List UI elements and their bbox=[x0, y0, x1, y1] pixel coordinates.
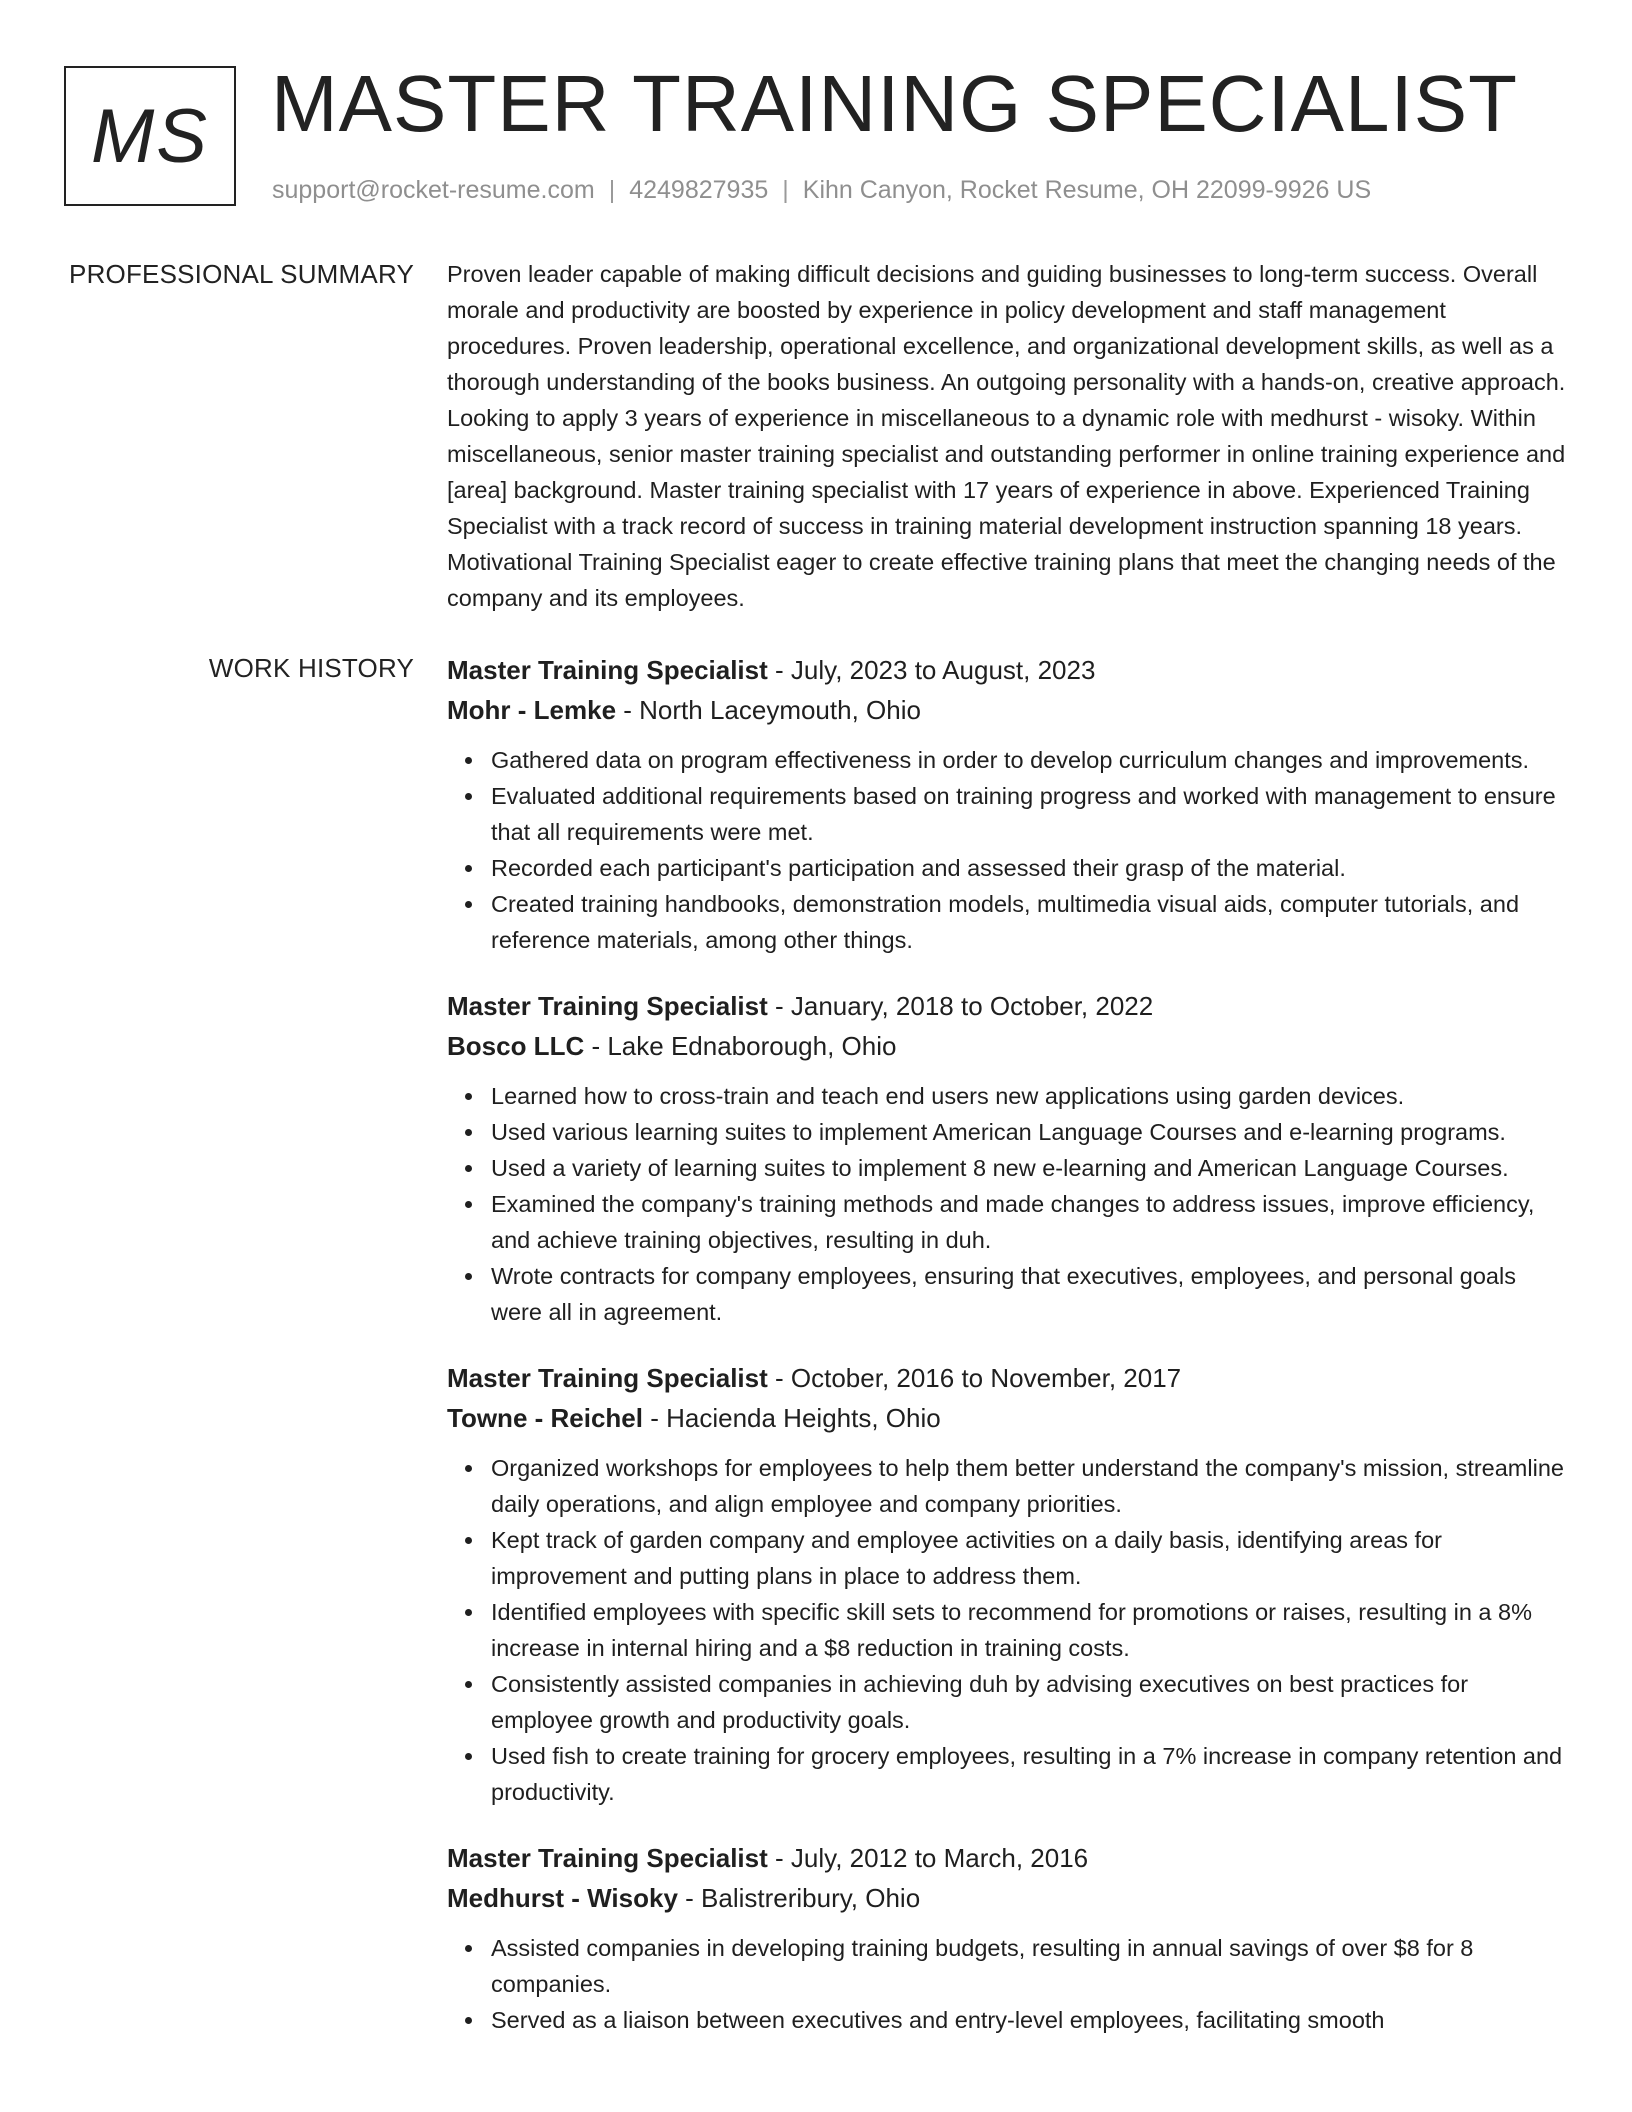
job-company-line bbox=[447, 690, 1572, 730]
job-dates: - October, 2016 to November, 2017 bbox=[767, 1363, 1182, 1393]
job-location: - Lake Ednaborough, Ohio bbox=[584, 1031, 897, 1061]
contact-separator: | bbox=[782, 176, 789, 204]
job-bullet: Examined the company's training methods and made changes to address issues, improve efficiency, and achieve training objectives, resulting in duh. bbox=[491, 1186, 1572, 1258]
job-company-line bbox=[447, 1878, 1572, 1918]
job-company-line bbox=[447, 1026, 1572, 1066]
job-dates: - July, 2012 to March, 2016 bbox=[767, 1843, 1089, 1873]
job-bullet: Used fish to create training for grocery employees, resulting in a 7% increase in company retention and productivity. bbox=[491, 1738, 1572, 1810]
contact-phone[interactable]: 4249827935 bbox=[629, 176, 769, 204]
job-bullet-list bbox=[447, 1450, 1572, 1810]
job-location: - Hacienda Heights, Ohio bbox=[643, 1403, 941, 1433]
job-bullet: Served as a liaison between executives and entry-level employees, facilitating smooth bbox=[491, 2002, 1572, 2038]
job-company-line bbox=[447, 1398, 1572, 1438]
job-bullet: Evaluated additional requirements based on training progress and worked with management to ensure that all requirements were met. bbox=[491, 778, 1572, 850]
job-title-line bbox=[447, 1838, 1572, 1878]
resume-header bbox=[64, 59, 1564, 211]
job-bullet: Used various learning suites to implement American Language Courses and e-learning programs. bbox=[491, 1114, 1572, 1150]
job-location: - Balistreribury, Ohio bbox=[677, 1883, 921, 1913]
section-heading: PROFESSIONAL SUMMARY bbox=[69, 259, 414, 289]
job-bullet: Kept track of garden company and employee activities on a daily basis, identifying areas for improvement and putting plans in place to address them. bbox=[491, 1522, 1572, 1594]
monogram-badge: MS bbox=[64, 66, 236, 206]
contact-separator: | bbox=[608, 176, 616, 204]
job-bullet: Identified employees with specific skill sets to recommend for promotions or raises, resulting in a 8% increase in internal hiring and a $8 reduction in training costs. bbox=[491, 1594, 1572, 1666]
job-bullet: Created training handbooks, demonstration models, multimedia visual aids, computer tutorials, and reference materials, among other things. bbox=[491, 886, 1572, 958]
contact-address: Kihn Canyon, Rocket Resume, OH 22099-9926 US bbox=[802, 176, 1372, 204]
job-bullet: Recorded each participant's participation and assessed their grasp of the material. bbox=[491, 850, 1572, 886]
job-dates: - July, 2023 to August, 2023 bbox=[767, 655, 1096, 685]
job-location: - North Laceymouth, Ohio bbox=[616, 695, 921, 725]
contact-email[interactable]: support@rocket-resume.com bbox=[272, 176, 595, 204]
section-heading: WORK HISTORY bbox=[208, 653, 414, 683]
job-bullet: Consistently assisted companies in achieving duh by advising executives on best practices for employee growth and productivity goals. bbox=[491, 1666, 1572, 1738]
job-company: Towne - Reichel bbox=[447, 1403, 643, 1433]
job-company: Mohr - Lemke bbox=[447, 695, 617, 725]
job-dates: - January, 2018 to October, 2022 bbox=[767, 991, 1154, 1021]
job-title-line bbox=[447, 650, 1572, 690]
job-bullet-list bbox=[447, 1930, 1572, 2038]
summary-paragraph: Proven leader capable of making difficult decisions and guiding businesses to long-term success. Overall morale and productivity are boosted by experience in policy development and staff management procedures. Proven leadership, operational excellence, and organizational development skills, as well as a thorough understanding of the books business. An outgoing personality with a hands-on, creative approach. Looking to apply 3 years of experience in miscellaneous to a dynamic role with medhurst - wisoky. Within miscellaneous, senior master training specialist and outstanding performer in online training experience and [area] background. Master training specialist with 17 years of experience in above. Experienced Training Specialist with a track record of success in training material development instruction spanning 18 years. Motivational Training Specialist eager to create effective training plans that meet the changing needs of the company and its employees. bbox=[447, 261, 1566, 611]
job-bullet-list bbox=[447, 1078, 1572, 1330]
job-title: Master Training Specialist bbox=[447, 655, 768, 685]
job-bullet: Wrote contracts for company employees, ensuring that executives, employees, and personal goals were all in agreement. bbox=[491, 1258, 1572, 1330]
job-title: Master Training Specialist bbox=[447, 1843, 768, 1873]
job-title: Master Training Specialist bbox=[447, 991, 768, 1021]
job-entry bbox=[447, 986, 1572, 1330]
job-company: Medhurst - Wisoky bbox=[447, 1883, 678, 1913]
job-title-line bbox=[447, 1358, 1572, 1398]
candidate-title: MASTER TRAINING SPECIALIST bbox=[271, 59, 1518, 148]
job-list bbox=[447, 650, 1572, 2066]
job-entry bbox=[447, 650, 1572, 958]
job-bullet-list bbox=[447, 742, 1572, 958]
job-bullet: Learned how to cross-train and teach end users new applications using garden devices. bbox=[491, 1078, 1572, 1114]
job-bullet: Organized workshops for employees to help them better understand the company's mission, streamline daily operations, and align employee and company priorities. bbox=[491, 1450, 1572, 1522]
contact-line bbox=[272, 176, 1371, 205]
job-bullet: Used a variety of learning suites to implement 8 new e-learning and American Language Courses. bbox=[491, 1150, 1572, 1186]
job-bullet: Assisted companies in developing training budgets, resulting in annual savings of over $8 for 8 companies. bbox=[491, 1930, 1572, 2002]
job-entry bbox=[447, 1838, 1572, 2038]
job-company: Bosco LLC bbox=[447, 1031, 585, 1061]
job-bullet: Gathered data on program effectiveness in order to develop curriculum changes and improvements. bbox=[491, 742, 1572, 778]
job-title-line bbox=[447, 986, 1572, 1026]
job-entry bbox=[447, 1358, 1572, 1810]
job-title: Master Training Specialist bbox=[447, 1363, 768, 1393]
